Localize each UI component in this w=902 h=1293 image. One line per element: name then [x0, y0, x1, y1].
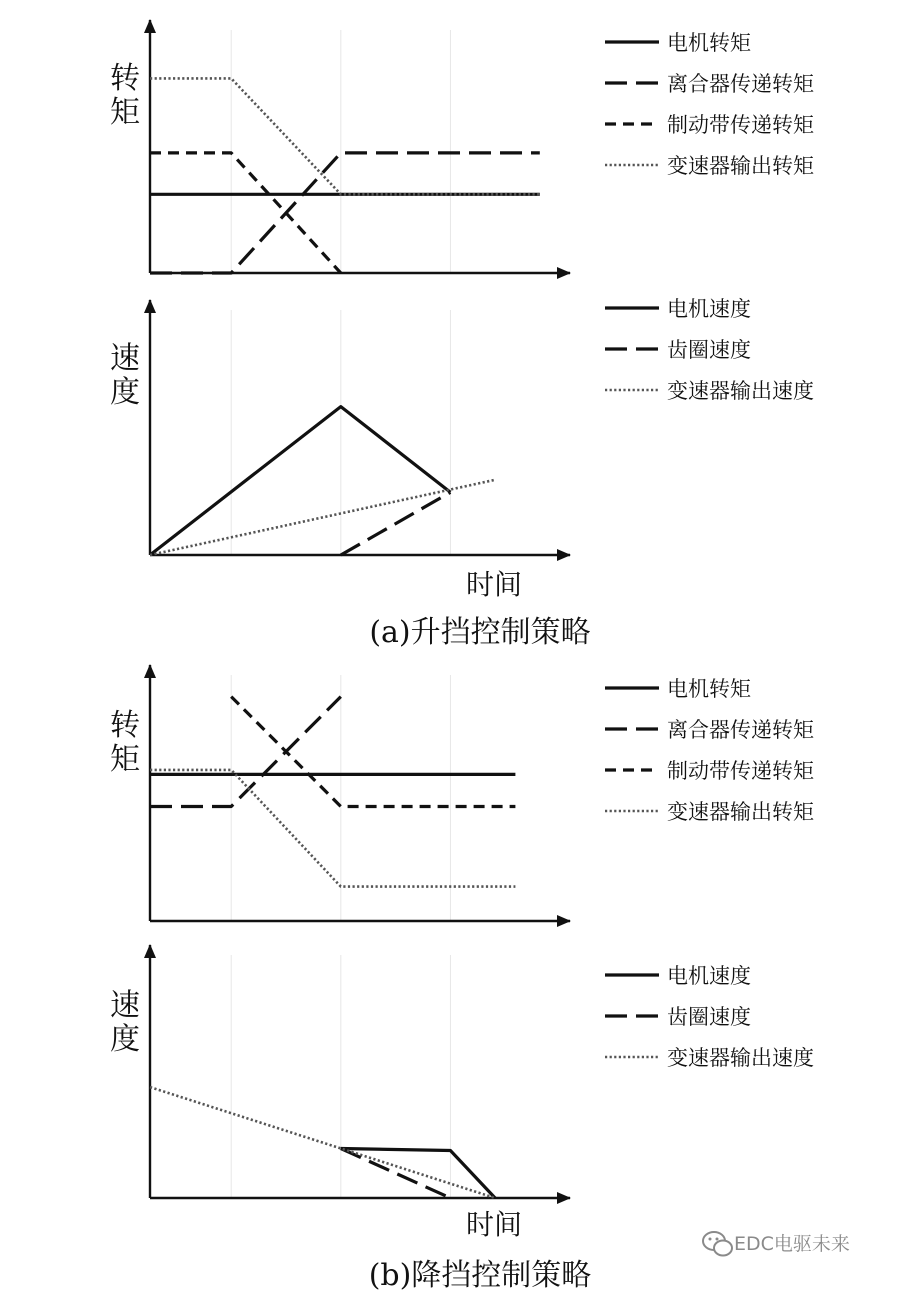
pb-torque-ylabel: 转矩: [110, 708, 140, 777]
pa-torque-legend-label-3: 变速器输出转矩: [667, 154, 814, 178]
pb-torque-series-2: [231, 697, 515, 807]
pa-speed-xlabel: 时间: [465, 568, 523, 601]
pb-torque-legend-label-3: 变速器输出转矩: [667, 800, 814, 824]
pb-speed-series-1: [341, 1149, 451, 1199]
watermark-text: EDC电驱未来: [734, 1233, 850, 1255]
pb-speed-series-2: [150, 1087, 495, 1198]
pb-speed-legend-label-2: 变速器输出速度: [667, 1046, 814, 1070]
pa-speed-legend-label-0: 电机速度: [667, 297, 751, 321]
pa-speed-ylabel: 速度: [110, 341, 140, 410]
pa-speed-series-2: [150, 480, 495, 555]
pa-torque-legend-label-1: 离合器传递转矩: [667, 72, 814, 96]
pa-torque-series-1: [150, 153, 540, 273]
pb-torque-legend-label-2: 制动带传递转矩: [667, 759, 814, 783]
pa-torque-legend-label-2: 制动带传递转矩: [667, 113, 814, 137]
caption-b: (b)降挡控制策略: [368, 1258, 592, 1293]
pa-torque-ylabel: 转矩: [110, 61, 140, 130]
pb-torque-legend-label-1: 离合器传递转矩: [667, 718, 814, 742]
pa-torque-series-3: [150, 78, 540, 194]
pa-torque-legend-label-0: 电机转矩: [667, 31, 751, 55]
pb-speed-xlabel: 时间: [465, 1208, 523, 1241]
pb-torque-legend-label-0: 电机转矩: [667, 677, 751, 701]
wechat-icon: [703, 1232, 732, 1256]
pa-speed-legend-label-1: 齿圈速度: [667, 338, 751, 362]
caption-a: (a)升挡控制策略: [369, 615, 591, 650]
pa-speed-series-0: [150, 407, 450, 555]
pb-speed-legend-label-0: 电机速度: [667, 964, 751, 988]
pb-torque-series-3: [150, 770, 515, 887]
pb-speed-ylabel: 速度: [110, 988, 140, 1057]
pa-speed-legend-label-2: 变速器输出速度: [667, 379, 814, 403]
pa-speed-series-1: [341, 492, 451, 555]
pa-torque-series-2: [150, 153, 341, 273]
pb-speed-legend-label-1: 齿圈速度: [667, 1005, 751, 1029]
